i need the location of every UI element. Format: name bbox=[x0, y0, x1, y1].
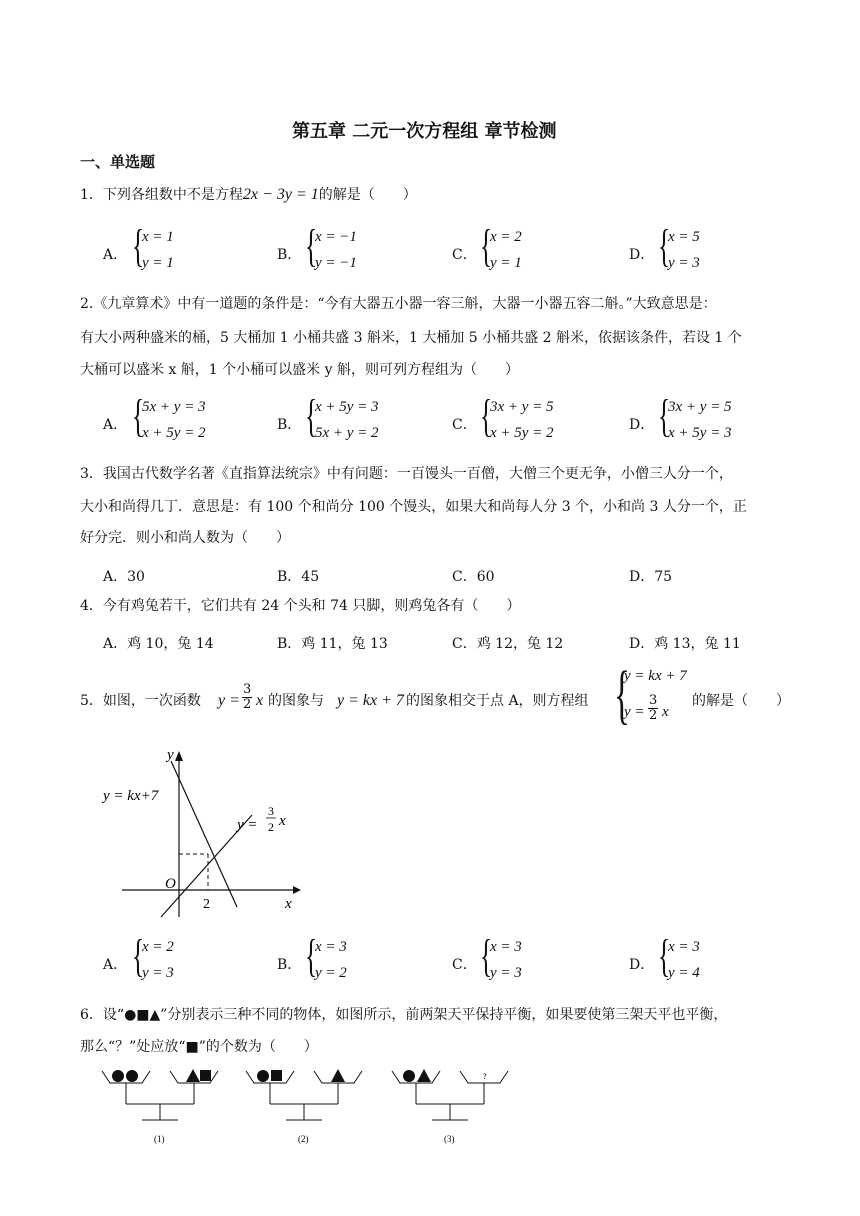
label-frac-den: 2 bbox=[268, 820, 274, 834]
balance-scales-figure bbox=[96, 1062, 526, 1152]
q5-text-4: 的解是（ ） bbox=[692, 693, 790, 709]
section-heading: 一、单选题 bbox=[80, 153, 156, 171]
balance-scale-1 bbox=[102, 1069, 218, 1144]
caption-1: (1) bbox=[154, 1134, 165, 1144]
q2-line-1: 2.《九章算术》中有一道题的条件是：“今有大器五小器一容三斛，大器一小器五容二斛。”大致意思是： bbox=[80, 296, 717, 312]
tick-label-2: 2 bbox=[203, 897, 210, 912]
q6-line-2: 那么“？”处应放“■”的个数为（ ） bbox=[80, 1039, 318, 1055]
question-1 bbox=[80, 188, 417, 202]
balance-scale-3 bbox=[392, 1069, 508, 1144]
q2-line-3: 大桶可以盛米 x 斛，1 个小桶可以盛米 y 斛，则可列方程组为（ ） bbox=[80, 362, 519, 378]
q3-line-2: 大小和尚得几丁．意思是：有 100 个和尚分 100 个馒头，如果大和尚每人分 3 个，小和尚 3 人分一个，正 bbox=[80, 499, 747, 515]
q2-option-c-label[interactable]: C． bbox=[452, 417, 477, 433]
q5-option-a-label[interactable]: A． bbox=[103, 957, 128, 973]
q2-option-d-label[interactable]: D． bbox=[629, 417, 655, 433]
caption-2: (2) bbox=[298, 1134, 309, 1144]
q1-prefix: 1．下列各组数中不是方程 bbox=[80, 187, 243, 203]
x-axis-arrow bbox=[293, 886, 301, 894]
square-object bbox=[271, 1070, 282, 1081]
q5-eq1-y: y = bbox=[218, 692, 240, 709]
q6-line-1: 6．设“●■▲”分别表示三种不同的物体，如图所示，前两架天平保持平衡，如果要使第三架天平也平衡， bbox=[80, 1007, 728, 1023]
q3-line-1: 3．我国古代数学名著《直指算法统宗》中有问题：一百馒头一百僧，大僧三个更无争，小僧三人分一个， bbox=[80, 466, 733, 482]
y-axis-label: y bbox=[167, 747, 174, 763]
q5-text-1: 5．如图，一次函数 bbox=[80, 693, 201, 709]
q3-option-c[interactable]: C．60 bbox=[452, 569, 495, 585]
origin-label: O bbox=[165, 876, 176, 892]
page-title: 第五章 二元一次方程组 章节检测 bbox=[292, 121, 557, 142]
circle-object bbox=[257, 1070, 269, 1082]
q5-option-d-label[interactable]: D． bbox=[629, 957, 655, 973]
q4-line-1: 4．今有鸡兔若干，它们共有 24 个头和 74 只脚，则鸡兔各有（ ） bbox=[80, 598, 521, 614]
q3-option-a[interactable]: A．30 bbox=[103, 569, 145, 585]
q1-option-b-label[interactable]: B． bbox=[277, 247, 302, 263]
q4-option-b[interactable]: B．鸡 11，兔 13 bbox=[277, 636, 388, 652]
y-axis-arrow bbox=[175, 751, 183, 761]
triangle-object bbox=[417, 1069, 431, 1082]
label-kx-plus-7: y = kx+7 bbox=[103, 788, 159, 804]
q1-option-d-label[interactable]: D． bbox=[629, 247, 655, 263]
q1-option-a-label[interactable]: A． bbox=[103, 247, 128, 263]
q1-equation: 2x − 3y = 1 bbox=[242, 186, 319, 203]
q4-option-d[interactable]: D．鸡 13，兔 11 bbox=[629, 636, 741, 652]
q5-text-2: 的图象与 bbox=[268, 693, 324, 709]
caption-3: (3) bbox=[444, 1134, 455, 1144]
balance-scale-2 bbox=[246, 1069, 362, 1144]
q3-option-d[interactable]: D．75 bbox=[629, 569, 673, 585]
q4-option-c[interactable]: C．鸡 12，兔 12 bbox=[452, 636, 564, 652]
q1-option-c-label[interactable]: C． bbox=[452, 247, 477, 263]
q5-eq1-fraction: $\frac{3}{2}$ bbox=[243, 682, 252, 712]
q5-eq2: y = kx + 7 bbox=[337, 692, 404, 709]
q3-line-3: 好分完．则小和尚人数为（ ） bbox=[80, 530, 290, 546]
triangle-object bbox=[331, 1069, 345, 1082]
triangle-object bbox=[186, 1069, 200, 1082]
q5-eq1-x: x bbox=[256, 692, 264, 709]
q3-option-b[interactable]: B．45 bbox=[277, 569, 320, 585]
line-kx-plus-7 bbox=[171, 761, 237, 907]
q5-text-3: 的图象相交于点 A，则方程组 bbox=[406, 693, 589, 709]
label-x-var: x bbox=[279, 813, 286, 829]
q5-option-b-label[interactable]: B． bbox=[277, 957, 302, 973]
label-y-eq: y = bbox=[237, 817, 258, 833]
square-object bbox=[200, 1070, 211, 1081]
q2-option-a-label[interactable]: A． bbox=[103, 417, 128, 433]
circle-object bbox=[112, 1070, 124, 1082]
q1-suffix: 的解是（ ） bbox=[318, 187, 417, 203]
q5-graph bbox=[95, 745, 310, 925]
circle-object bbox=[403, 1070, 415, 1082]
q2-option-b-label[interactable]: B． bbox=[277, 417, 302, 433]
q4-option-a[interactable]: A．鸡 10，兔 14 bbox=[103, 636, 214, 652]
x-axis-label: x bbox=[285, 896, 292, 912]
q2-line-2: 有大小两种盛米的桶，5 大桶加 1 小桶共盛 3 斛米，1 大桶加 5 小桶共盛 2 斛米，依据该条件，若设 1 个 bbox=[80, 330, 742, 346]
q5-option-c-label[interactable]: C． bbox=[452, 957, 477, 973]
circle-object bbox=[126, 1070, 138, 1082]
label-frac-num: 3 bbox=[268, 804, 274, 818]
question-mark: ? bbox=[483, 1072, 487, 1081]
